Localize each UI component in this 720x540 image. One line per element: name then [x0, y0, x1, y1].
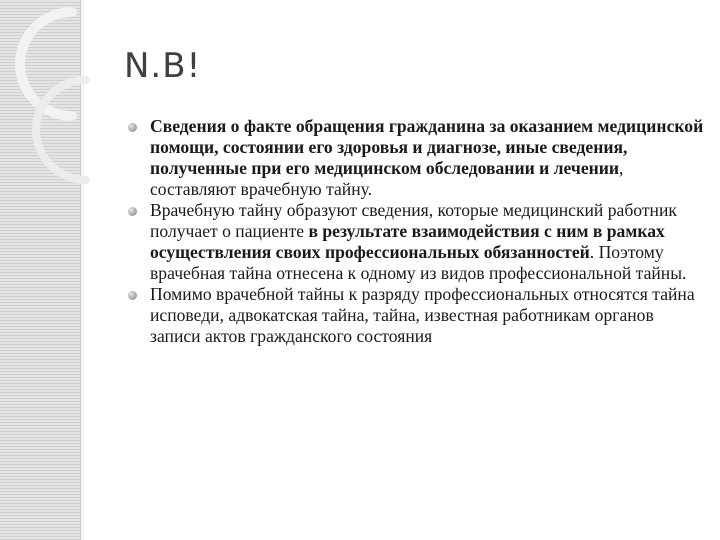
bullet-text-bold: в результате взаимодействия с ним в рамках осуществления своих профессиональных обязанностей: [150, 221, 665, 262]
bullet-item: [128, 284, 706, 347]
bullet-item: [128, 116, 706, 200]
bullet-dot-icon: [128, 123, 137, 132]
bullet-dot-icon: [128, 207, 137, 216]
bullet-item: [128, 200, 706, 284]
decorative-arcs: [0, 0, 140, 200]
bullet-text: . Поэтому врачебная тайна отнесена к одному из видов профессиональной тайны.: [150, 242, 687, 283]
bullet-dot-icon: [128, 291, 137, 300]
bullet-text: Помимо врачебной тайны к разряду профессиональных относятся тайна исповеди, адвокатская тайна, тайна, известная работникам органов записи актов гражданского состояния: [150, 284, 695, 346]
bullet-list: [128, 116, 706, 347]
bullet-text: , составляют врачебную тайну.: [150, 158, 624, 199]
bullet-text-bold: Сведения о факте обращения гражданина за оказанием медицинской помощи, состоянии его здоровья и диагнозе, иные сведения, полученные при его медицинском обследовании и лечении: [150, 116, 704, 178]
bullet-text: Врачебную тайну образуют сведения, которые медицинский работник получает о пациенте: [150, 200, 677, 241]
slide-title: N.B!: [124, 46, 202, 86]
